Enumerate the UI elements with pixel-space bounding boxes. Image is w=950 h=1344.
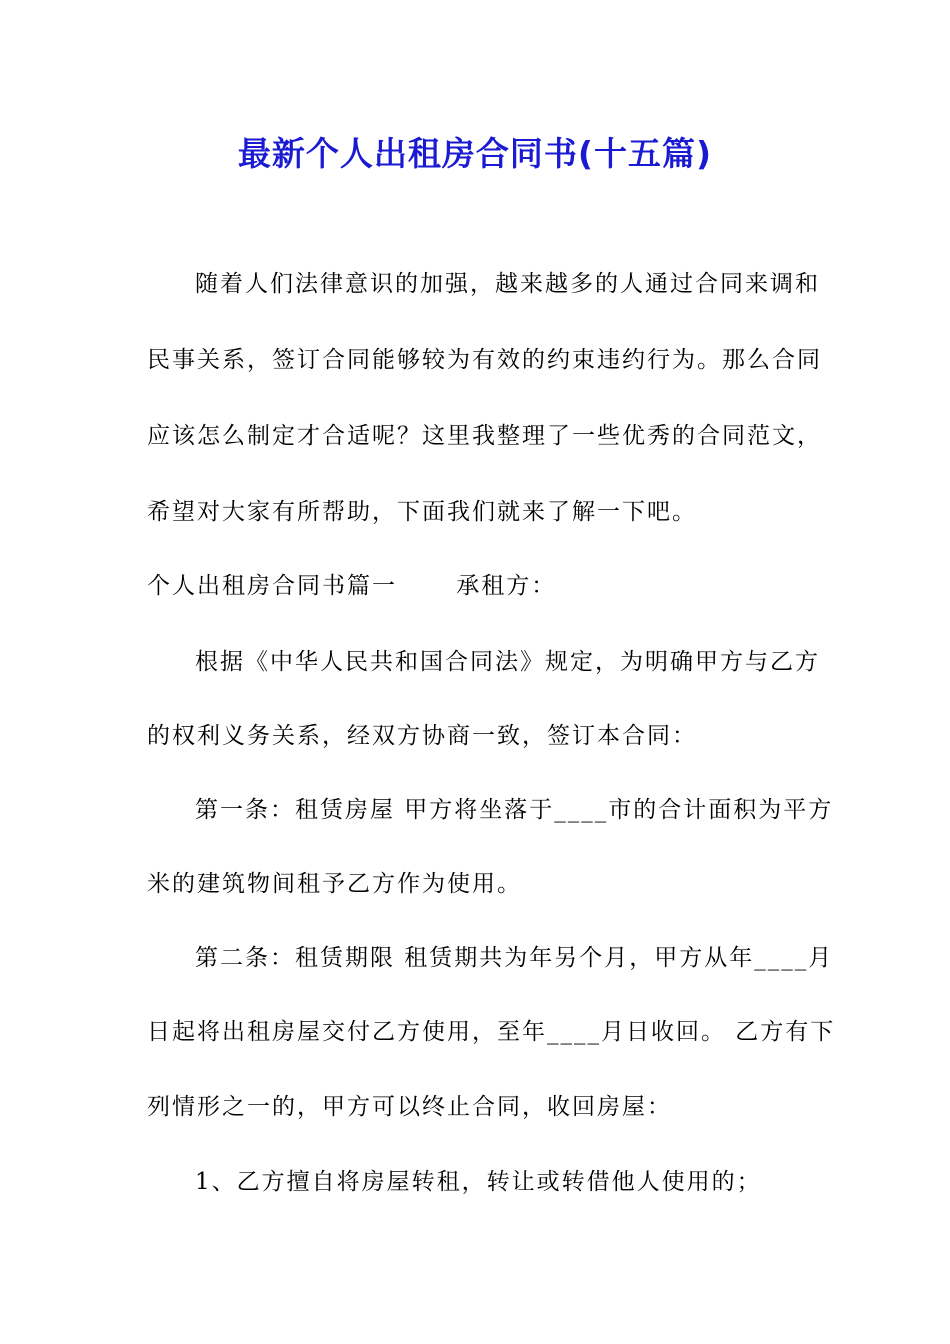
clause-line: 米的建筑物间租予乙方作为使用。 xyxy=(147,871,522,897)
paragraph-line: 民事关系，签订合同能够较为有效的约束违约行为。那么合同 xyxy=(147,347,822,373)
paragraph-line: 随着人们法律意识的加强，越来越多的人通过合同来调和 xyxy=(195,271,820,297)
list-item-line: 1、乙方擅自将房屋转租，转让或转借他人使用的； xyxy=(195,1169,762,1195)
document-title: 最新个人出租房合同书(十五篇) xyxy=(237,134,713,173)
paragraph-line: 希望对大家有所帮助，下面我们就来了解一下吧。 xyxy=(147,499,697,525)
paragraph-line: 应该怎么制定才合适呢？这里我整理了一些优秀的合同范文， xyxy=(147,423,822,449)
clause-line: 第一条：租赁房屋 甲方将坐落于____市的合计面积为平方 xyxy=(195,797,834,823)
paragraph-line: 根据《中华人民共和国合同法》规定，为明确甲方与乙方 xyxy=(195,649,820,675)
clause-line: 列情形之一的，甲方可以终止合同，收回房屋： xyxy=(147,1094,672,1120)
section-heading-line: 个人出租房合同书篇一 承租方： xyxy=(147,573,557,599)
clause-line: 日起将出租房屋交付乙方使用，至年____月日收回。 乙方有下 xyxy=(147,1019,836,1045)
clause-line: 第二条：租赁期限 租赁期共为年另个月，甲方从年____月 xyxy=(195,945,834,971)
paragraph-line: 的权利义务关系，经双方协商一致，签订本合同： xyxy=(147,723,697,749)
